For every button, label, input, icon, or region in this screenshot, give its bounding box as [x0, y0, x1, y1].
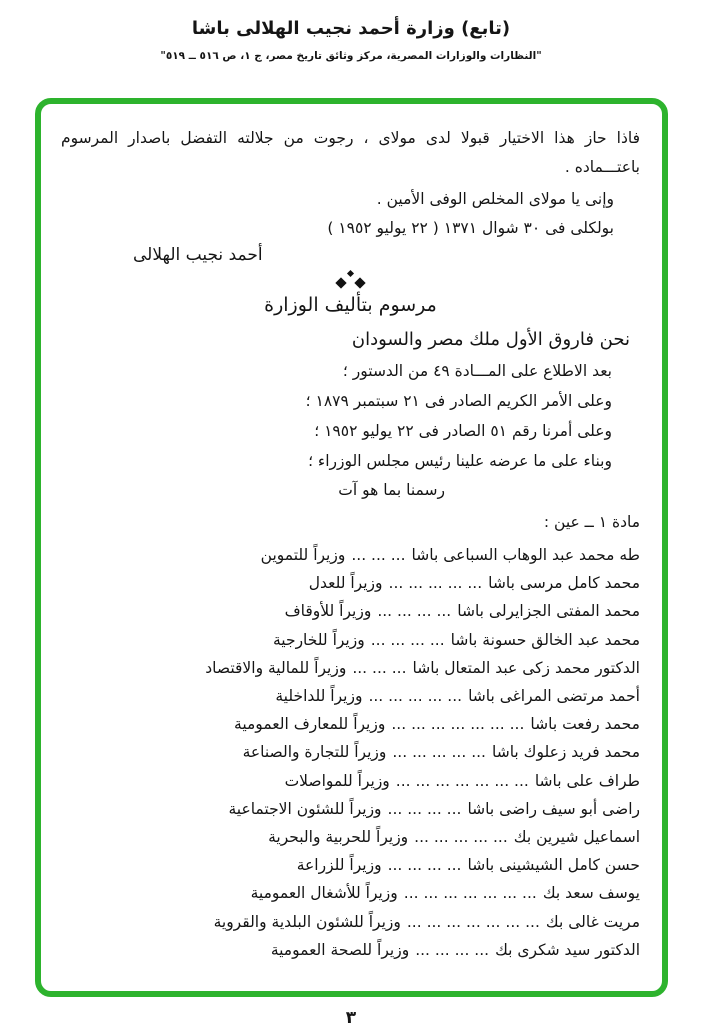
- dot-leader: ... ... ... ...: [415, 940, 490, 959]
- doc-header: [0, 0, 702, 63]
- page-number: ٣: [345, 1008, 357, 1028]
- dot-leader: ... ... ... ... ... ... ...: [403, 884, 537, 903]
- minister-name: الدكتور محمد زكى عبد المتعال باشا: [412, 658, 640, 677]
- minister-portfolio: وزيراً للصحة العمومية: [270, 940, 410, 959]
- paragraph-line-1: فاذا حاز هذا الاختيار قبولا لدى مولاى ، رجوت من جلالته التفضل باصدار المرسوم: [61, 129, 640, 147]
- signature: أحمد نجيب الهلالى: [133, 245, 263, 265]
- minister-portfolio: وزيراً للداخلية: [275, 687, 363, 706]
- minister-name: يوسف سعد بك: [542, 884, 640, 903]
- minister-row: [61, 569, 640, 597]
- minister-name: محمد كامل مرسى باشا: [488, 574, 640, 593]
- minister-row: [61, 597, 640, 625]
- minister-row: [61, 879, 640, 907]
- minister-row: [61, 795, 640, 823]
- minister-row: [61, 738, 640, 766]
- doc-title: (تابع) وزارة أحمد نجيب الهلالى باشا: [191, 18, 511, 39]
- minister-row: [61, 626, 640, 654]
- minister-portfolio: وزيراً للأشغال العمومية: [250, 884, 398, 903]
- minister-name: أحمد مرتضى المراغى باشا: [468, 687, 640, 706]
- minister-row: [61, 936, 640, 964]
- minister-name: الدكتور سيد شكرى بك: [495, 940, 640, 959]
- document-frame: [35, 98, 668, 997]
- dot-leader: ... ... ... ... ...: [414, 828, 508, 847]
- dot-leader: ... ... ... ... ... ... ...: [395, 771, 529, 790]
- date-place-line: بولكلى فى ٣٠ شوال ١٣٧١ ( ٢٢ يوليو ١٩٥٢ ): [327, 219, 614, 237]
- minister-name: مريت غالى بك: [545, 912, 640, 931]
- article-1-line: مادة ١ ــ عين :: [543, 513, 640, 531]
- enactment-line: رسمنا بما هو آت: [338, 481, 445, 499]
- loyalty-line: وإنى يا مولاى المخلص الوفى الأمين .: [376, 190, 614, 208]
- diamond-row: [337, 279, 364, 287]
- minister-name: حسن كامل الشيشينى باشا: [467, 856, 640, 875]
- doc-source-citation: "النظارات والوزارات المصرية، مركز وثائق تاريخ مصر، ج ١، ص ٥١٦ ــ ٥١٩": [160, 50, 542, 62]
- dot-leader: ... ... ...: [352, 658, 407, 677]
- minister-portfolio: وزيراً للشئون الاجتماعية: [228, 799, 382, 818]
- minister-portfolio: وزيراً للخارجية: [273, 630, 365, 649]
- diamond-icon: [354, 277, 365, 288]
- minister-name: محمد عبد الخالق حسونة باشا: [450, 630, 640, 649]
- minister-portfolio: وزيراً للتجارة والصناعة: [242, 743, 387, 762]
- minister-portfolio: وزيراً للشئون البلدية والقروية: [213, 912, 401, 931]
- preamble-line: بعد الاطلاع على المـــادة ٤٩ من الدستور ؛: [342, 362, 612, 380]
- dot-leader: ... ... ... ...: [370, 630, 445, 649]
- minister-portfolio: وزيراً للمعارف العمومية: [234, 715, 386, 734]
- minister-row: [61, 710, 640, 738]
- minister-portfolio: وزيراً للمالية والاقتصاد: [205, 658, 347, 677]
- diamond-icon: [347, 270, 354, 277]
- dot-leader: ... ... ... ... ...: [392, 743, 486, 762]
- minister-row: [61, 767, 640, 795]
- dot-leader: ... ... ... ...: [377, 602, 452, 621]
- dot-leader: ... ... ... ...: [387, 856, 462, 875]
- minister-row: [61, 682, 640, 710]
- minister-portfolio: وزيراً للزراعة: [296, 856, 382, 875]
- minister-name: محمد فريد زعلوك باشا: [492, 743, 640, 762]
- minister-name: طه محمد عبد الوهاب السباعى باشا: [411, 546, 640, 564]
- minister-portfolio: وزيراً للحربية والبحرية: [268, 828, 409, 847]
- minister-name: محمد رفعت باشا: [530, 715, 640, 734]
- minister-portfolio: وزيراً للتموين: [260, 546, 346, 564]
- minister-name: طراف على باشا: [534, 771, 640, 790]
- preamble-line: وبناء على ما عرضه علينا رئيس مجلس الوزراء ؛: [308, 452, 612, 470]
- minister-row: [61, 823, 640, 851]
- diamond-icon: [335, 277, 346, 288]
- dot-leader: ... ... ...: [351, 546, 406, 564]
- minister-name: محمد المفتى الجزايرلى باشا: [457, 602, 640, 621]
- dot-leader: ... ... ... ... ... ... ...: [391, 715, 525, 734]
- preamble-line: وعلى أمرنا رقم ٥١ الصادر فى ٢٢ يوليو ١٩٥٢ ؛: [314, 422, 612, 440]
- minister-portfolio: وزيراً للعدل: [308, 574, 383, 593]
- minister-row: [61, 908, 640, 936]
- ministers-list: [61, 541, 640, 964]
- minister-row: [61, 654, 640, 682]
- dot-leader: ... ... ... ... ...: [368, 687, 463, 706]
- dot-leader: ... ... ... ... ... ... ...: [406, 912, 540, 931]
- minister-name: راضى أبو سيف راضى باشا: [467, 799, 640, 818]
- minister-portfolio: وزيراً للمواصلات: [284, 771, 390, 790]
- preamble-line: وعلى الأمر الكريم الصادر فى ٢١ سبتمبر ١٨٧٩ ؛: [305, 392, 612, 410]
- minister-row: [61, 851, 640, 879]
- minister-portfolio: وزيراً للأوقاف: [284, 602, 372, 621]
- dot-leader: ... ... ... ... ...: [388, 574, 483, 593]
- ornament-icon: [61, 271, 640, 287]
- paragraph-line-2: باعتـــماده .: [564, 158, 640, 176]
- decree-title: مرسوم بتأليف الوزارة: [264, 294, 437, 316]
- royal-style-line: نحن فاروق الأول ملك مصر والسودان: [351, 329, 630, 350]
- minister-name: اسماعيل شيرين بك: [513, 828, 640, 847]
- minister-row: [61, 541, 640, 569]
- dot-leader: ... ... ... ...: [387, 799, 462, 818]
